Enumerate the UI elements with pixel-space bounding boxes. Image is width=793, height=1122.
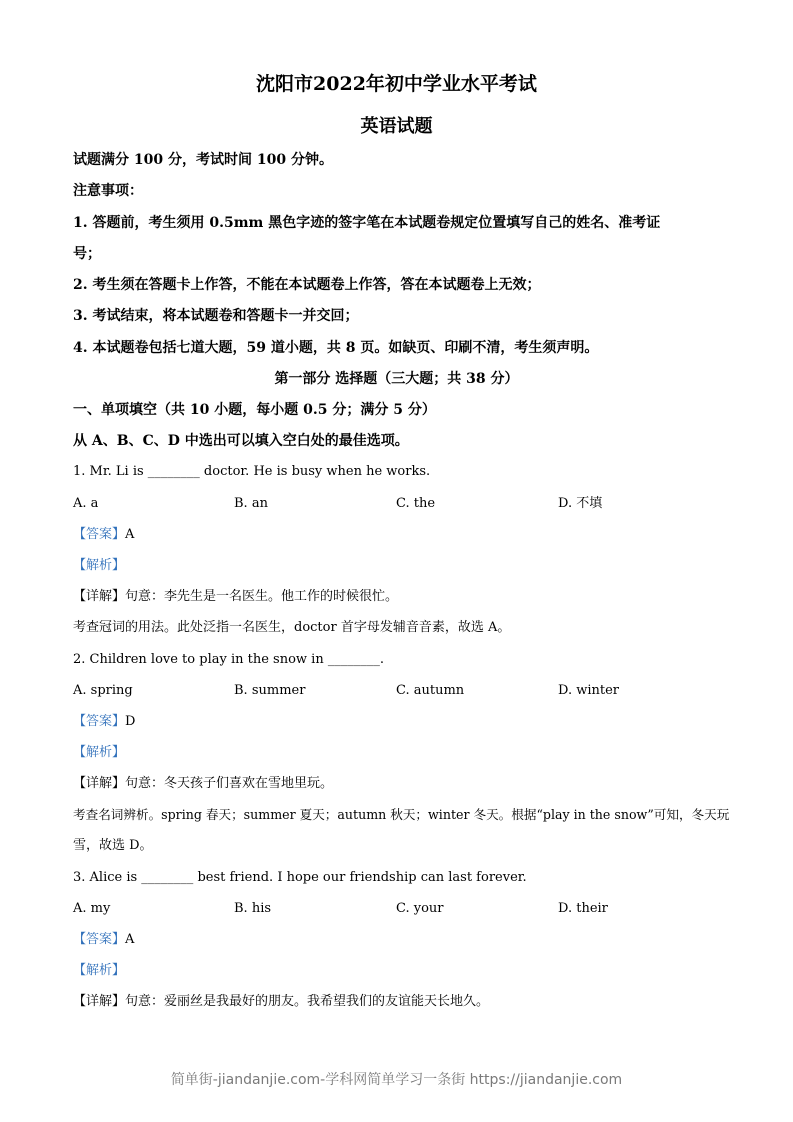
question-stem: 3. Alice is ________ best friend. I hope our friendship can last forever. <box>73 870 527 885</box>
note-4: 4. 本试题卷包括七道大题，59 道小题，共 8 页。如缺页、印刷不清，考生须声明。 <box>73 340 599 356</box>
analysis-tag: 【解析】 <box>73 558 126 573</box>
option-a: A. my <box>73 901 111 916</box>
detail-tag: 【详解】 <box>73 589 126 604</box>
question-stem: 2. Children love to play in the snow in ________. <box>73 652 384 667</box>
explanation-cont: 雪，故选 D。 <box>73 838 153 853</box>
option-c: C. your <box>396 901 444 916</box>
answer-line <box>73 713 135 731</box>
answer-value: A <box>125 527 135 542</box>
part-heading: 第一部分 选择题（三大题；共 38 分） <box>274 371 519 387</box>
notes-title: 注意事项： <box>73 183 143 199</box>
analysis-tag: 【解析】 <box>73 963 126 978</box>
explanation: 考查冠词的用法。此处泛指一名医生，doctor 首字母发辅音音素，故选 A。 <box>73 620 511 635</box>
option-a: A. a <box>73 496 99 511</box>
answer-line <box>73 931 134 949</box>
detail-line <box>73 588 398 606</box>
note-3: 3. 考试结束，将本试题卷和答题卡一并交回； <box>73 308 359 324</box>
note-1: 1. 答题前，考生须用 0.5mm 黑色字迹的签字笔在本试题卷规定位置填写自己的姓名、准考证 <box>73 215 661 231</box>
detail-tag: 【详解】 <box>73 776 126 791</box>
answer-line <box>73 526 134 544</box>
exam-subtitle: 英语试题 <box>360 116 433 137</box>
option-b: B. an <box>234 496 268 511</box>
option-d: D. 不填 <box>558 496 603 511</box>
detail-text: 句意：李先生是一名医生。他工作的时候很忙。 <box>125 589 399 604</box>
option-d: D. winter <box>558 683 620 698</box>
answer-tag: 【答案】 <box>73 714 126 729</box>
option-c: C. the <box>396 496 436 511</box>
option-b: B. summer <box>234 683 306 698</box>
option-c: C. autumn <box>396 683 465 698</box>
section-heading: 一、单项填空（共 10 小题，每小题 0.5 分；满分 5 分） <box>73 402 436 418</box>
detail-line <box>73 775 333 793</box>
answer-value: A <box>125 932 135 947</box>
answer-tag: 【答案】 <box>73 932 126 947</box>
option-d: D. their <box>558 901 608 916</box>
answer-tag: 【答案】 <box>73 527 126 542</box>
question-stem: 1. Mr. Li is ________ doctor. He is busy when he works. <box>73 464 431 479</box>
option-a: A. spring <box>73 683 133 698</box>
answer-value: D <box>125 714 136 729</box>
detail-text: 句意：爱丽丝是我最好的朋友。我希望我们的友谊能天长地久。 <box>125 994 490 1009</box>
note-1-cont: 号； <box>73 246 101 262</box>
section-instruction: 从 A、B、C、D 中选出可以填入空白处的最佳选项。 <box>73 433 409 449</box>
exam-info: 试题满分 100 分，考试时间 100 分钟。 <box>73 152 333 168</box>
page-footer-watermark: 简单街-jiandanjie.com-学科网简单学习一条街 https://jiandanjie.com <box>170 1072 623 1088</box>
option-b: B. his <box>234 901 272 916</box>
detail-tag: 【详解】 <box>73 994 126 1009</box>
analysis-tag: 【解析】 <box>73 745 126 760</box>
exam-title: 沈阳市2022年初中学业水平考试 <box>256 73 537 95</box>
detail-line <box>73 993 489 1011</box>
explanation: 考查名词辨析。spring 春天；summer 夏天；autumn 秋天；winter 冬天。根据“play in the snow”可知，冬天玩 <box>73 807 730 822</box>
detail-text: 句意：冬天孩子们喜欢在雪地里玩。 <box>125 776 334 791</box>
note-2: 2. 考生须在答题卡上作答，不能在本试题卷上作答，答在本试题卷上无效； <box>73 277 541 293</box>
